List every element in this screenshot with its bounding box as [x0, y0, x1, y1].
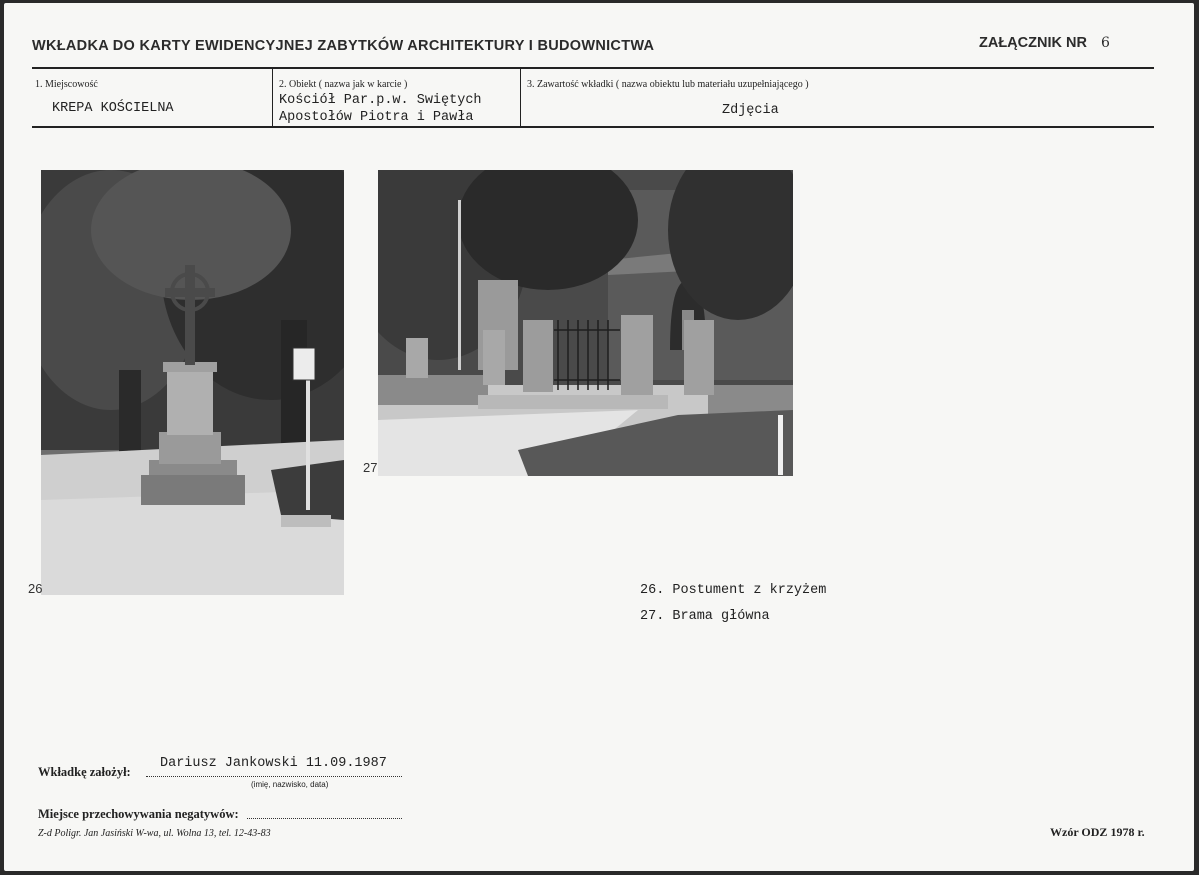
- form-model: Wzór ODZ 1978 r.: [1050, 825, 1145, 839]
- photo-26-number: 26: [28, 581, 43, 596]
- founder-label: Wkładkę założył:: [38, 765, 131, 779]
- photo-roadside-cross-image: [41, 170, 344, 595]
- annex-label-text: ZAŁĄCZNIK NR: [979, 35, 1087, 51]
- contents-value: Zdjęcia: [722, 103, 779, 118]
- header-bottom-rule: [32, 126, 1154, 128]
- founder-dotted-line: [146, 776, 402, 777]
- photo-church-gate: [378, 170, 793, 476]
- photo-27-number: 27: [363, 460, 378, 475]
- contents-label: 3. Zawartość wkładki ( nazwa obiektu lub materiału uzupełniającego ): [527, 79, 809, 90]
- locality-label: 1. Miejscowość: [35, 79, 98, 90]
- founder-value: Dariusz Jankowski 11.09.1987: [160, 756, 387, 771]
- printer-info: Z-d Poligr. Jan Jasiński W-wa, ul. Wolna 13, tel. 12-43-83: [38, 828, 271, 839]
- negatives-dotted-line: [247, 818, 402, 819]
- locality-value: KREPA KOŚCIELNA: [52, 101, 174, 116]
- caption-26: 26. Postument z krzyżem: [640, 583, 827, 598]
- object-label: 2. Obiekt ( nazwa jak w karcie ): [279, 79, 408, 90]
- object-value-line2: Apostołów Piotra i Pawła: [279, 110, 474, 125]
- field-divider-2: [520, 69, 521, 127]
- object-value-line1: Kościół Par.p.w. Swiętych: [279, 93, 482, 108]
- founder-hint: (imię, nazwisko, data): [251, 780, 329, 789]
- annex-number: 6: [1100, 35, 1110, 51]
- header-top-rule: [32, 67, 1154, 69]
- photo-roadside-cross: [41, 170, 344, 595]
- annex-label: [979, 35, 1110, 51]
- photo-church-gate-image: [378, 170, 793, 476]
- field-divider-1: [272, 69, 273, 127]
- card-title: WKŁADKA DO KARTY EWIDENCYJNEJ ZABYTKÓW ARCHITEKTURY I BUDOWNICTWA: [32, 38, 655, 54]
- caption-27: 27. Brama główna: [640, 609, 770, 624]
- negatives-label: Miejsce przechowywania negatywów:: [38, 807, 239, 821]
- record-card: [4, 3, 1194, 871]
